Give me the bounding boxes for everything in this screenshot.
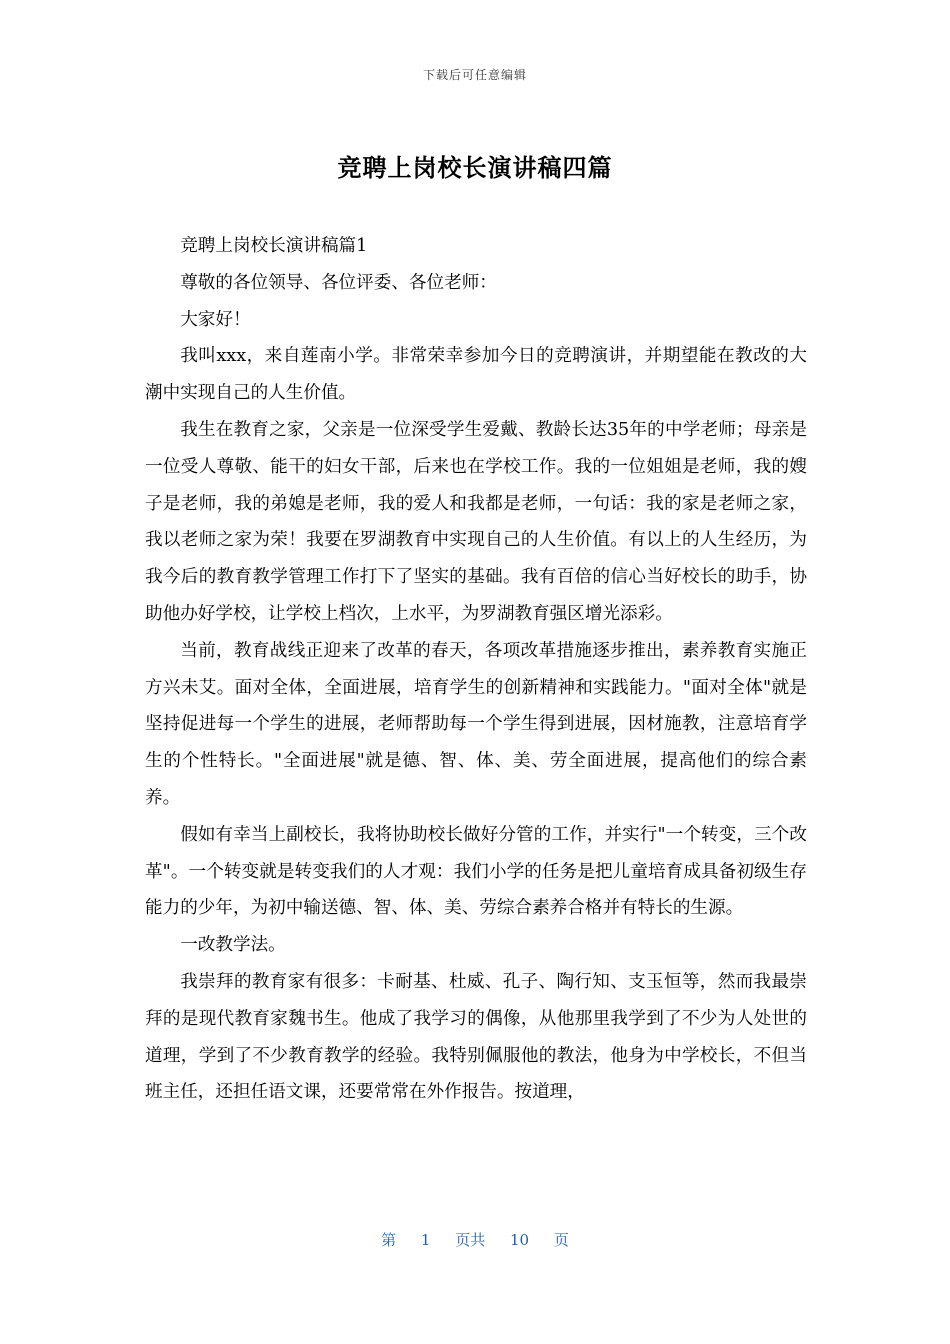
paragraph: 当前，教育战线正迎来了改革的春天，各项改革措施逐步推出，素养教育实施正方兴未艾。面对全体，全面进展，培育学生的创新精神和实践能力。"面对全体"就是坚持促进每一个学生的进展，老师帮助每一个学生得到进展，因材施教，注意培育学生的个性特长。"全面进展"就是德、智、体、美、劳全面进展，提高他们的综合素养。 [145,640,807,808]
paragraph: 我叫xxx，来自莲南小学。非常荣幸参加今日的竞聘演讲，并期望能在教改的大潮中实现自己的人生价值。 [145,346,807,404]
footer-middle: 页共 [455,1231,486,1249]
paragraph: 一改教学法。 [180,935,286,956]
salutation: 尊敬的各位领导、各位评委、各位老师： [180,272,497,293]
footer-suffix: 页 [553,1231,569,1249]
page-footer [0,1229,950,1250]
paragraph: 假如有幸当上副校长，我将协助校长做好分管的工作，并实行"一个转变，三个改革"。一个转变就是转变我们的人才观：我们小学的任务是把儿童培育成具备初级生存能力的少年，为初中输送德、智、体、美、劳综合素养合格并有特长的生源。 [145,824,807,919]
greeting: 大家好！ [180,309,251,330]
paragraph: 我生在教育之家，父亲是一位深受学生爱戴、教龄长达35年的中学老师；母亲是一位受人尊敬、能干的妇女干部，后来也在学校工作。我的一位姐姐是老师，我的嫂子是老师，我的弟媳是老师，我的爱人和我都是老师，一句话：我的家是老师之家，我以老师之家为荣！我要在罗湖教育中实现自己的人生价值。有以上的人生经历，为我今后的教育教学管理工作打下了坚实的基础。我有百倍的信心当好校长的助手，协助他办好学校，让学校上档次，上水平，为罗湖教育强区增光添彩。 [145,419,807,624]
document-title: 竞聘上岗校长演讲稿四篇 [337,154,613,182]
footer-total-pages: 10 [510,1231,530,1249]
section-heading: 竞聘上岗校长演讲稿篇1 [180,236,368,256]
footer-page-number: 1 [420,1231,431,1249]
paragraph: 我崇拜的教育家有很多：卡耐基、杜威、孔子、陶行知、支玉恒等，然而我最崇拜的是现代教育家魏书生。他成了我学习的偶像，从他那里我学到了不少为人处世的道理，学到了不少教育教学的经验。我特别佩服他的教法，他身为中学校长，不但当班主任，还担任语文课，还要常常在外作报告。按道理， [145,971,807,1103]
footer-prefix: 第 [381,1231,397,1249]
document-body [145,228,807,1111]
header-note: 下载后可任意编辑 [422,68,527,82]
